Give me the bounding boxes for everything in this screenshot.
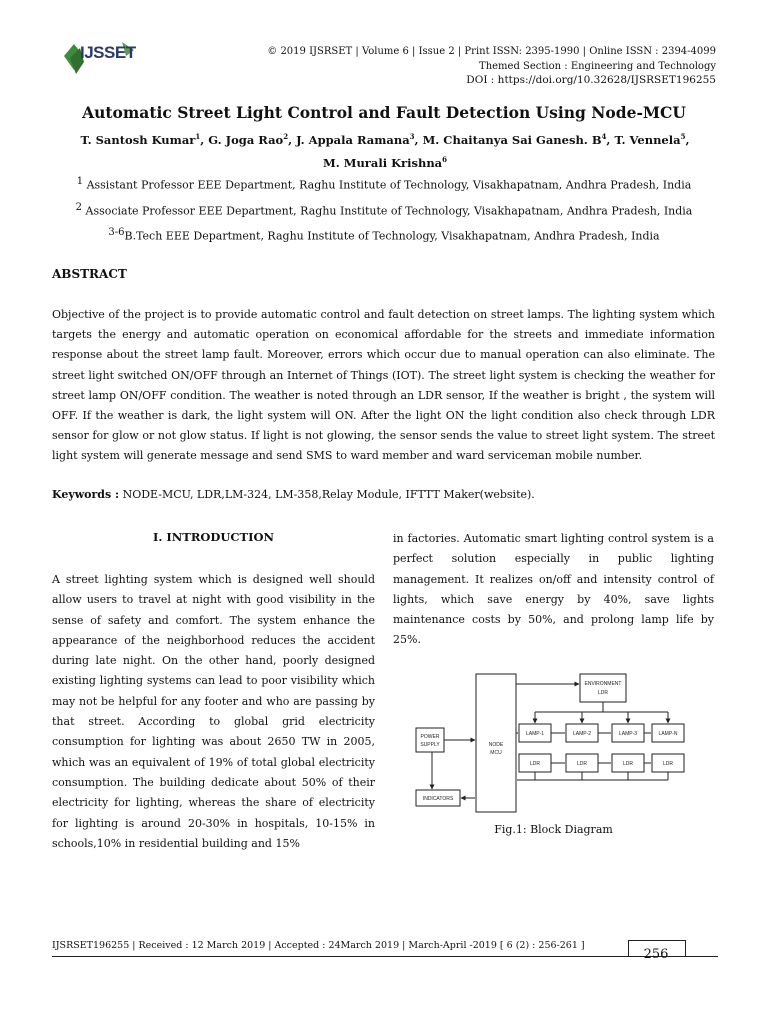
intro-left-column: A street lighting system which is designed well should allow users to travel at night with good visibility in the sense of safety and comfort. The system enhance the appearance of the neighborhood reduces the accident during late night. On the other hand, poorly designed existing lighting systems can lead to poor visibility which may not be helpful for any footer and who are passing by that street. According to global grid electricity consumption for lighting was about 2650 TW in 2005, which was an equivalent of 19% of total global electricity consumption. The building dedicate about 50% of their electricity for lighting, whereas the share of electricity for lighting is around 20-30% in hospitals, 10-15% in schools,10% in residential building and 15% <box>52 573 375 850</box>
header-line-2: Themed Section : Engineering and Technology <box>479 61 716 72</box>
section-heading-introduction: I. INTRODUCTION <box>152 530 275 544</box>
footer-citation: IJSRSET196255 | Received : 12 March 2019 | Accepted : 24March 2019 | March-April -2019 [ 6 (2) : 256-261 ] <box>52 940 585 951</box>
environment-ldr-block <box>580 674 626 702</box>
affiliation-sup: 2 <box>75 202 82 213</box>
keywords <box>52 488 535 501</box>
figure-caption: Fig.1: Block Diagram <box>494 823 613 836</box>
paper-title: Automatic Street Light Control and Fault Detection Using Node-MCU <box>82 103 686 122</box>
author-sup: 1 <box>195 132 201 141</box>
author-name: G. Joga Rao <box>208 132 284 147</box>
affiliation-text: B.Tech EEE Department, Raghu Institute of Technology, Visakhapatnam, Andhra Pradesh, India <box>124 229 660 243</box>
author-sup: 6 <box>442 154 448 164</box>
lamp-label: LAMP-1 <box>525 731 545 737</box>
lamp-label: LAMP-2 <box>572 731 592 737</box>
author-sup: 5 <box>680 132 686 141</box>
author-name: T. Vennela <box>614 132 681 147</box>
author-name: M. Chaitanya Sai Ganesh. B <box>422 132 602 147</box>
env-label-1: ENVIRONMENT <box>584 681 622 687</box>
intro-right-column: in factories. Automatic smart lighting control system is a perfect solution especially in public lighting management. It realizes on/off and intensity control of lights, which save energy by 40%, save lights maintenance costs by 50%, and prolong lamp life by 25%. <box>393 532 714 647</box>
affiliation-sup: 1 <box>76 176 84 187</box>
author-sup: 2 <box>283 132 289 141</box>
power-label-1: POWER <box>420 734 440 740</box>
ldr-label: LDR <box>662 761 674 767</box>
footer-divider <box>52 956 718 957</box>
affiliation-1 <box>0 174 768 194</box>
node-label-1: NODE <box>488 742 504 748</box>
indicator-label: INDICATORS <box>422 796 454 802</box>
lamp-label: LAMP-N <box>658 731 678 737</box>
keywords-label: Keywords : <box>52 488 120 501</box>
keywords-text: NODE-MCU, LDR,LM-324, LM-358,Relay Module, IFTTT Maker(website). <box>119 488 535 501</box>
author-list: T. Santosh Kumar$^1$, G. Joga Rao$^2$, J. Appala Ramana$^3$, M. Chaitanya Sai Ganesh. $B^4$, T. Vennela$^5$, M. Murali Krishna$^6$ <box>80 132 690 170</box>
env-label-2: LDR <box>597 690 609 696</box>
abstract-heading: ABSTRACT <box>52 267 127 281</box>
ldr-label: LDR <box>529 761 541 767</box>
author-sup: 3 <box>409 132 415 141</box>
affiliation-text: Associate Professor EEE Department, Raghu Institute of Technology, Visakhapatnam, Andhra Pradesh, India <box>82 204 693 218</box>
author-name: J. Appala Ramana <box>296 132 410 147</box>
author-sup: 4 <box>601 132 607 141</box>
abstract-body: Objective of the project is to provide automatic control and fault detection on street lamps. The lighting system which targets the energy and automatic operation on economical affordable for the streets and immediate information response about the street lamp fault. Moreover, errors which occur due to manual operation can also eliminate. The street light switched ON/OFF through an Internet of Things (IOT). The street light system is checking the weather for street lamp ON/OFF condition. The weather is noted through an LDR sensor, If the weather is bright , the system will OFF. If the weather is dark, the light system will ON. After the light ON the light condition also check through LDR sensor for glow or not glow status. If light is not glowing, the sensor sends the value to street light system. The street light system will generate message and send SMS to ward member and ward serviceman mobile number. <box>52 308 715 463</box>
ldr-label: LDR <box>622 761 634 767</box>
power-label-2: SUPPLY <box>420 742 440 748</box>
block-diagram <box>412 668 712 818</box>
affiliation-2 <box>0 200 768 220</box>
header-line-1: © 2019 IJSRSET | Volume 6 | Issue 2 | Print ISSN: 2395-1990 | Online ISSN : 2394-4099 <box>267 46 716 57</box>
affiliation-sup: 3-6 <box>108 227 125 238</box>
affiliation-text: Assistant Professor EEE Department, Raghu Institute of Technology, Visakhapatnam, Andhra Pradesh, India <box>83 178 692 192</box>
author-name: T. Santosh Kumar <box>80 132 196 147</box>
node-label-2: MCU <box>490 750 502 756</box>
page-number: 256 <box>643 947 669 962</box>
logo-text: IJSSET <box>80 43 136 62</box>
lamp-label: LAMP-3 <box>618 731 638 737</box>
ldr-label: LDR <box>576 761 588 767</box>
journal-logo <box>62 36 162 76</box>
affiliation-3 <box>0 225 768 245</box>
power-supply-block <box>416 728 444 752</box>
author-name: M. Murali Krishna <box>322 155 443 170</box>
header-doi: DOI : https://doi.org/10.32628/IJSRSET196255 <box>466 74 716 86</box>
